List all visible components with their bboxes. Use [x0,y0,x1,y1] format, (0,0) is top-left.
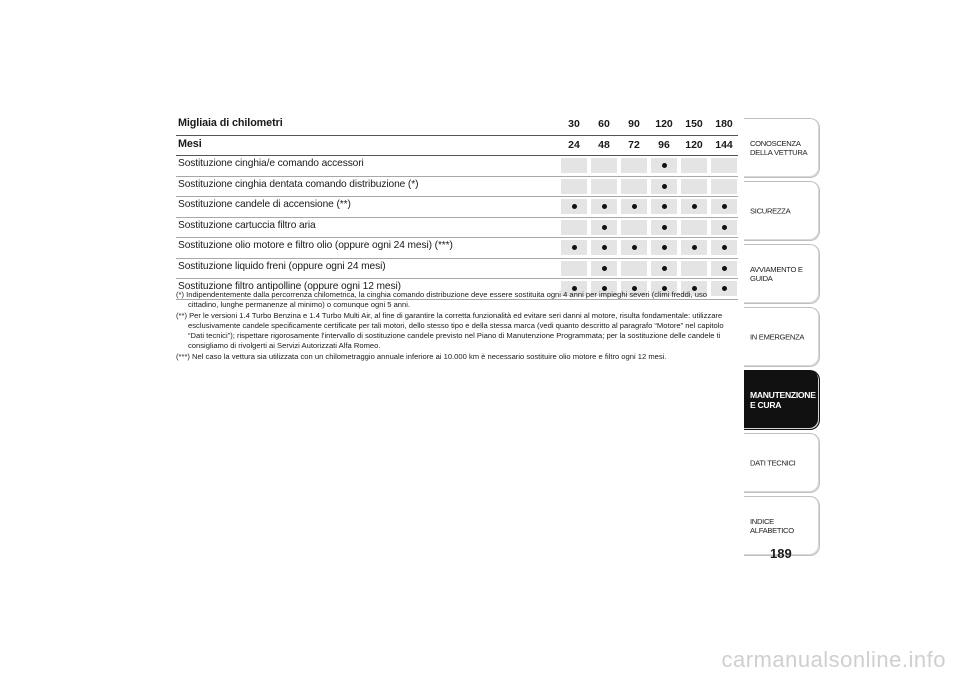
chapter-tab[interactable] [744,307,820,367]
km-value: 30 [568,118,580,130]
scheduled-dot-icon [602,266,607,271]
scheduled-dot-icon [602,204,607,209]
interval-cell [621,240,647,255]
table-row [176,156,738,177]
interval-cell [711,220,737,235]
months-value: 24 [568,138,580,151]
scheduled-dot-icon [632,245,637,250]
scheduled-dot-icon [692,245,697,250]
interval-cell [591,158,617,173]
header-km-label: Migliaia di chilometri [178,117,283,129]
row-label: Sostituzione olio motore e filtro olio (oppure ogni 24 mesi) (***) [178,240,453,251]
header-months-label: Mesi [178,137,202,150]
chapter-tab[interactable] [744,181,820,241]
interval-cell [561,240,587,255]
header-row-months [176,136,738,157]
km-value: 150 [685,118,703,130]
months-value: 96 [658,138,670,151]
chapter-tab-label: IN EMERGENZA [750,332,805,342]
table-row [176,197,738,218]
scheduled-dot-icon [572,204,577,209]
chapter-tab[interactable] [744,244,820,304]
months-value: 72 [628,138,640,151]
chapter-tab-label: SICUREZZA [750,206,791,216]
scheduled-dot-icon [662,245,667,250]
scheduled-dot-icon [662,225,667,230]
interval-cell [651,220,677,235]
km-value: 60 [598,118,610,130]
page-number: 189 [770,546,792,561]
scheduled-dot-icon [662,184,667,189]
months-value: 120 [685,138,703,151]
interval-cell [621,158,647,173]
header-row-km [176,115,738,136]
interval-cell [591,261,617,276]
table-row [176,238,738,259]
row-label: Sostituzione cinghia dentata comando distribuzione (*) [178,178,419,190]
watermark: carmanualsonline.info [721,647,946,672]
interval-cell [651,179,677,194]
interval-cell [561,179,587,194]
chapter-tab-label: DATI TECNICI [750,458,796,468]
months-value: 144 [715,138,733,151]
km-value: 90 [628,118,640,130]
chapter-tab-label: CONOSCENZA DELLA VETTURA [750,139,808,157]
footnote-2: (**) Per le versioni 1.4 Turbo Benzina e 1.4 Turbo Multi Air, al fine di garantire la corretta funzionalità ed evitare seri danni al motore, risulta fondamentale: utilizzare esclusivamente candele specificamente certificate per tali motori, dello stesso tipo e della stessa marca (vedi quanto descritto al paragrafo “Motore” nel capitolo “Dati tecnici”); rispettare rigorosamente l'intervallo di sostituzione candele previsto nel Piano di Manutenzione Programmata; per la sostituzione delle candele ti consigliamo di rivolgerti ai Servizi Autorizzati Alfa Romeo. [176,311,724,350]
interval-cell [681,220,707,235]
interval-cell [591,240,617,255]
table-row [176,218,738,239]
interval-cell [711,179,737,194]
chapter-tab-label: MANUTENZIONE E CURA [750,390,816,410]
footnotes [176,290,736,363]
interval-cell [711,261,737,276]
scheduled-dot-icon [602,245,607,250]
scheduled-dot-icon [632,204,637,209]
table-row [176,177,738,198]
scheduled-dot-icon [662,204,667,209]
chapter-tab[interactable] [744,433,820,493]
interval-cell [591,220,617,235]
interval-cell [681,240,707,255]
interval-cell [711,199,737,214]
interval-cell [591,179,617,194]
scheduled-dot-icon [662,266,667,271]
row-label: Sostituzione filtro antipolline (oppure ogni 12 mesi) [178,281,401,292]
interval-cell [561,261,587,276]
scheduled-dot-icon [722,245,727,250]
scheduled-dot-icon [722,225,727,230]
km-value: 180 [715,118,733,130]
interval-cell [561,199,587,214]
table-row [176,259,738,280]
chapter-tab-label: AVVIAMENTO E GUIDA [750,265,803,283]
interval-cell [651,240,677,255]
row-label: Sostituzione cinghia/e comando accessori [178,158,364,169]
interval-cell [561,220,587,235]
interval-cell [561,158,587,173]
footnote-3: (***) Nel caso la vettura sia utilizzata con un chilometraggio annuale inferiore ai 10.000 km è necessario sostituire olio motore e filtro ogni 12 mesi. [176,352,667,361]
scheduled-dot-icon [572,245,577,250]
table-body [176,156,738,300]
maintenance-table [176,115,738,300]
interval-cell [711,158,737,173]
interval-cell [681,199,707,214]
interval-cell [621,220,647,235]
scheduled-dot-icon [692,204,697,209]
row-label: Sostituzione cartuccia filtro aria [178,219,316,231]
row-label: Sostituzione liquido freni (oppure ogni 24 mesi) [178,260,386,272]
interval-cell [621,261,647,276]
interval-cell [681,261,707,276]
interval-cell [621,199,647,214]
interval-cell [711,240,737,255]
interval-cell [651,199,677,214]
chapter-tab-label: INDICE ALFABETICO [750,517,794,535]
interval-cell [591,199,617,214]
footnote-1: (*) Indipendentemente dalla percorrenza chilometrica, la cinghia comando distribuzione deve essere sostituita ogni 4 anni per impieghi severi (climi freddi, uso cittadino, lunghe permanenze al minimo) o comunque ogni 5 anni. [176,290,707,309]
chapter-tabs [744,118,820,559]
chapter-tab[interactable] [744,118,820,178]
interval-cell [621,179,647,194]
scheduled-dot-icon [722,204,727,209]
interval-cell [681,158,707,173]
interval-cell [681,179,707,194]
chapter-tab[interactable] [744,370,820,430]
months-value: 48 [598,138,610,151]
km-value: 120 [655,118,673,130]
row-label: Sostituzione candele di accensione (**) [178,199,351,210]
interval-cell [651,158,677,173]
scheduled-dot-icon [722,266,727,271]
scheduled-dot-icon [662,163,667,168]
interval-cell [651,261,677,276]
scheduled-dot-icon [602,225,607,230]
